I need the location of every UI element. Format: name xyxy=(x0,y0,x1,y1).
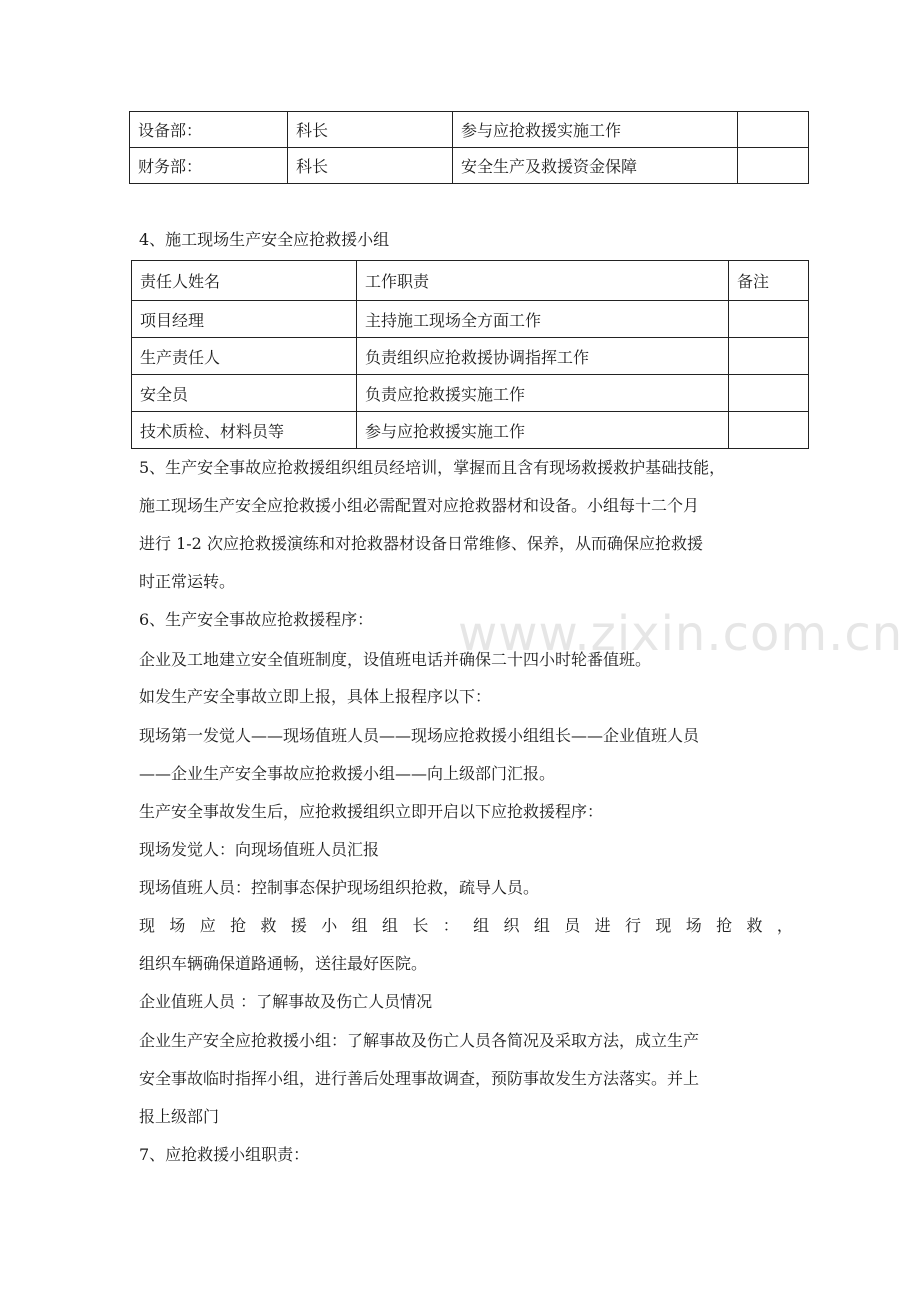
table-cell xyxy=(729,301,809,338)
table-row xyxy=(132,412,809,449)
table-cell: 安全员 xyxy=(132,375,357,412)
text-char: 织 xyxy=(503,916,520,935)
text-char: 现 xyxy=(139,916,156,935)
paragraph-5-line: 施工现场生产安全应抢救援小组必需配置对应抢救器材和设备。小组每十二个月 xyxy=(139,496,700,515)
paragraph-6-line: 报上级部门 xyxy=(139,1107,220,1126)
table-cell xyxy=(729,375,809,412)
text-char: 员 xyxy=(564,916,581,935)
table-cell: 参与应抢救援实施工作 xyxy=(453,112,738,148)
paragraph-6-line: 如发生产安全事故立即上报，具体上报程序以下： xyxy=(139,687,492,706)
paragraph-5-line: 进行 1-2 次应抢救援演练和对抢救器材设备日常维修、保养，从而确保应抢救援 xyxy=(139,534,703,553)
paragraph-6-justified-line xyxy=(139,916,793,936)
table-cell xyxy=(729,412,809,449)
text-char: 行 xyxy=(625,916,642,935)
table-cell: 项目经理 xyxy=(132,301,357,338)
text-char: 进 xyxy=(594,916,611,935)
text-char: 抢 xyxy=(716,916,733,935)
text-char: 组 xyxy=(382,916,399,935)
paragraph-5-line: 时正常运转。 xyxy=(139,572,236,591)
table-row xyxy=(132,338,809,375)
text-char: 救 xyxy=(746,916,763,935)
table-row xyxy=(132,301,809,338)
rescue-team-table xyxy=(131,260,809,449)
paragraph-6-line: 企业值班人员 ：了解事故及伤亡人员情况 xyxy=(139,992,433,1011)
table-cell: 科长 xyxy=(288,148,453,184)
table-cell xyxy=(738,148,809,184)
paragraph-6-line: 现场发觉人：向现场值班人员汇报 xyxy=(139,840,380,859)
text-char: 救 xyxy=(260,916,277,935)
table-header-row xyxy=(132,261,809,301)
section-4-title: 4、施工现场生产安全应抢救援小组 xyxy=(139,230,390,249)
text-char: 现 xyxy=(655,916,672,935)
paragraph-6-line: 企业及工地建立安全值班制度，设值班电话并确保二十四小时轮番值班。 xyxy=(139,650,652,669)
text-char: ： xyxy=(442,916,459,935)
watermark: www.zixin.com.cn xyxy=(458,606,904,662)
table-row xyxy=(130,112,809,148)
section-7-title: 7、应抢救援小组职责： xyxy=(139,1145,310,1164)
table-row xyxy=(130,148,809,184)
table-cell xyxy=(729,338,809,375)
text-char: 组 xyxy=(351,916,368,935)
table-cell: 主持施工现场全方面工作 xyxy=(357,301,729,338)
text-char: ， xyxy=(776,916,793,935)
table-cell: 科长 xyxy=(288,112,453,148)
paragraph-6-line: 现场第一发觉人——现场值班人员——现场应抢救援小组组长——企业值班人员 xyxy=(139,726,700,745)
paragraph-6-line: ——企业生产安全事故应抢救援小组——向上级部门汇报。 xyxy=(139,764,556,783)
table-cell xyxy=(738,112,809,148)
paragraph-6-line: 现场值班人员：控制事态保护现场组织抢救，疏导人员。 xyxy=(139,878,540,897)
text-char: 抢 xyxy=(230,916,247,935)
section-6-title: 6、生产安全事故应抢救援程序： xyxy=(139,610,374,629)
table-header-cell: 备注 xyxy=(729,261,809,301)
table-cell: 财务部： xyxy=(130,148,288,184)
table-cell: 生产责任人 xyxy=(132,338,357,375)
table-cell: 负责应抢救援实施工作 xyxy=(357,375,729,412)
table-cell: 负责组织应抢救援协调指挥工作 xyxy=(357,338,729,375)
paragraph-6-line: 安全事故临时指挥小组，进行善后处理事故调查，预防事故发生方法落实。并上 xyxy=(139,1069,700,1088)
text-char: 组 xyxy=(533,916,550,935)
table-cell: 技术质检、材料员等 xyxy=(132,412,357,449)
text-char: 场 xyxy=(169,916,186,935)
text-char: 组 xyxy=(473,916,490,935)
paragraph-6-line: 企业生产安全应抢救援小组：了解事故及伤亡人员各简况及采取方法，成立生产 xyxy=(139,1031,700,1050)
text-char: 援 xyxy=(290,916,307,935)
paragraph-6-line: 组织车辆确保道路通畅，送往最好医院。 xyxy=(139,954,428,973)
table-cell: 安全生产及救援资金保障 xyxy=(453,148,738,184)
paragraph-6-line: 生产安全事故发生后，应抢救援组织立即开启以下应抢救援程序： xyxy=(139,802,604,821)
table-row xyxy=(132,375,809,412)
paragraph-5-line: 5、生产安全事故应抢救援组织组员经培训，掌握而且含有现场救援救护基础技能， xyxy=(139,458,726,477)
text-char: 应 xyxy=(199,916,216,935)
table-header-cell: 责任人姓名 xyxy=(132,261,357,301)
text-char: 小 xyxy=(321,916,338,935)
table-header-cell: 工作职责 xyxy=(357,261,729,301)
department-table xyxy=(129,111,809,184)
text-char: 长 xyxy=(412,916,429,935)
table-cell: 设备部： xyxy=(130,112,288,148)
text-char: 场 xyxy=(685,916,702,935)
table-cell: 参与应抢救援实施工作 xyxy=(357,412,729,449)
